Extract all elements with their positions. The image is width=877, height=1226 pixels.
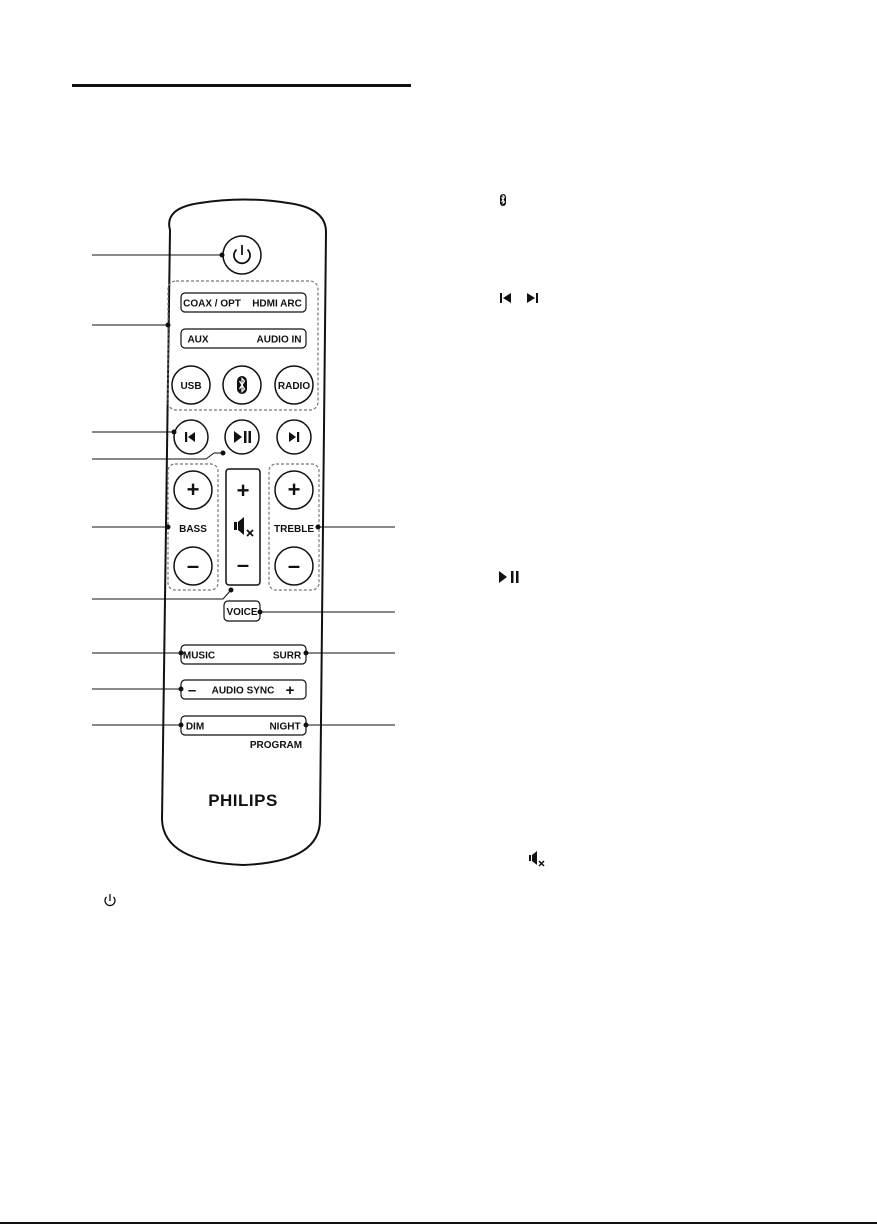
treble-plus-button[interactable] (275, 471, 313, 509)
audio-sync-label: AUDIO SYNC (211, 685, 275, 697)
audio-sync-minus-label: – (187, 682, 197, 699)
coax-hdmi-button[interactable] (181, 293, 306, 312)
skip-previous-icon (500, 293, 511, 303)
volume-plus-label: + (236, 478, 250, 503)
play-pause-button[interactable] (225, 420, 259, 454)
music-label: MUSIC (182, 650, 216, 662)
night-label: NIGHT (269, 721, 301, 733)
audio-in-label: AUDIO IN (256, 334, 302, 346)
hdmi-arc-label: HDMI ARC (252, 298, 302, 310)
coax-opt-label: COAX / OPT (183, 298, 241, 310)
usb-button[interactable] (172, 366, 210, 404)
volume-rocker[interactable] (226, 469, 260, 585)
audio-sync-plus-label: + (285, 682, 295, 699)
treble-minus-button[interactable] (275, 547, 313, 585)
program-label: PROGRAM (249, 740, 303, 751)
bass-plus-label: + (186, 477, 200, 502)
music-surr-button[interactable] (181, 645, 306, 664)
mute-icon (529, 851, 544, 866)
aux-label: AUX (187, 334, 209, 346)
bass-minus-label: – (186, 553, 200, 578)
bass-label: BASS (179, 524, 207, 535)
bluetooth-icon (500, 194, 506, 206)
power-button[interactable] (223, 236, 261, 274)
skip-next-icon (527, 293, 538, 303)
power-icon (105, 894, 115, 906)
volume-minus-label: – (236, 552, 250, 577)
next-button[interactable] (277, 420, 311, 454)
dim-night-button[interactable] (181, 716, 306, 735)
treble-label: TREBLE (274, 524, 314, 535)
voice-label: VOICE (226, 607, 258, 618)
dim-label: DIM (185, 721, 205, 733)
bluetooth-icon (237, 376, 247, 394)
treble-minus-label: – (287, 553, 301, 578)
bluetooth-button[interactable] (223, 366, 261, 404)
bass-minus-button[interactable] (174, 547, 212, 585)
audio-sync-button[interactable] (181, 680, 306, 699)
bass-plus-button[interactable] (174, 471, 212, 509)
aux-audio-in-button[interactable] (181, 329, 306, 348)
surr-label: SURR (272, 650, 302, 662)
treble-plus-label: + (287, 477, 301, 502)
play-pause-icon (499, 571, 519, 583)
bottom-rule (0, 1222, 877, 1224)
radio-label: RADIO (277, 381, 311, 392)
brand-logo: PHILIPS (208, 791, 278, 810)
previous-button[interactable] (174, 420, 208, 454)
voice-button[interactable] (224, 601, 260, 621)
usb-label: USB (180, 381, 202, 392)
radio-button[interactable] (275, 366, 313, 404)
